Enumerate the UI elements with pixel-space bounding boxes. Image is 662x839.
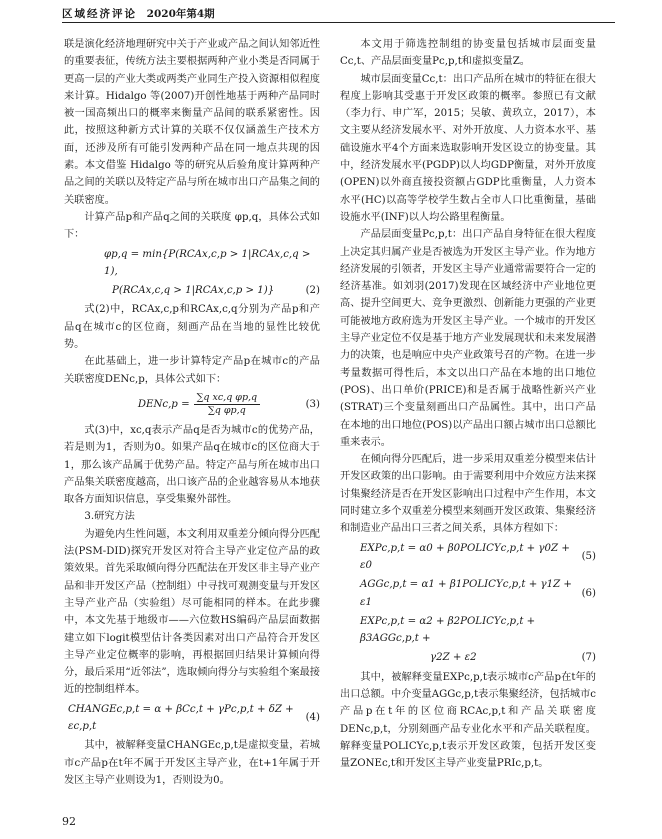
section-subheading: 3.研究方法 — [84, 511, 135, 523]
equation-text: AGGc,p,t = α1 + β1POLICYc,p,t + γ1Z + ε1 — [360, 579, 572, 608]
equation-text: φp,q = min{P(RCAx,c,p > 1|RCAx,c,q > 1), — [104, 248, 311, 277]
left-column — [64, 36, 320, 789]
paragraph: 为避免内生性问题，本文利用双重差分倾向得分匹配法(PSM-DID)探究开发区对符合主导产业定位产品的政策效果。首先采取倾向得分匹配法在开发区非主导产业产品和非开发区产品（控制组）中寻找可观测变量与开发区主导产业产品（实验组）尽可能相同的样本。在此步骤中，本文先基于地级市——六位数HS编码产品层面数据建立如下logit模型估计各类因素对出口产品符合开发区主导产业定位概率的影响，再根据回归结果计算倾向得分，最后采用“近邻法”，选取倾向得分与实验组个案最接近的控制组样本。 — [64, 528, 320, 696]
right-column — [340, 36, 596, 772]
equation-number: (7) — [581, 652, 596, 664]
equation-number: (3) — [305, 399, 320, 411]
equation-text: γ2Z + ε2 — [430, 652, 477, 664]
equation-text: P(RCAx,c,q > 1|RCAx,c,p > 1)} — [112, 285, 275, 297]
paragraph: 式(3)中，xc,q表示产品q是否为城市c的优势产品，若是则为1，否则为0。如果产品q在城市c的区位商大于1，那么该产品属于优势产品。特定产品与所在城市出口产品集关联密度越高，出口该产品的企业越容易从本地获取各方面知识信息，享受集聚外部性。 — [64, 424, 320, 506]
paragraph: 其中，被解释变量CHANGEc,p,t是虚拟变量，若城市c产品p在t年不属于开发区主导产业，在t+1年属于开发区主导产业则设为1，否则设为0。 — [64, 740, 320, 786]
equation-number: (6) — [581, 587, 596, 599]
equation-fraction — [194, 392, 261, 417]
issue-label: 2020年第4期 — [146, 8, 215, 20]
equation-2-line2 — [64, 282, 320, 299]
paragraph: 城市层面变量Cc,t：出口产品所在城市的特征在很大程度上影响其受惠于开发区政策的概率。参照已有文献（李力行、申广军，2015；吴敏、黄玖立，2017），本文主要从经济发展水平、对外开放度、人力资本水平、基础设施水平4个方面来选取影响开发区设立的协变量。其中，经济发展水平(PGDP)以人均GDP衡量，对外开放度(OPEN)以外商直接投资额占GDP比重衡量，人力资本水平(HC)以高等学校学生数占全市人口比重衡量，基础设施水平(INF)以人均公路里程衡量。 — [340, 73, 596, 223]
paragraph: 计算产品p和产品q之间的关联度 φp,q，具体公式如下： — [64, 211, 320, 241]
paragraph: 产品层面变量Pc,p,t：出口产品自身特征在很大程度上决定其归属产业是否被选为开发区主导产业。作为地方经济发展的引领者，开发区主导产业通常需要符合一定的经济基准。如刘羽(2017)发现在区域经济中产业地位更高、提升空间更大、竞争更激烈、创新能力更强的产业更可能被地方政府选为开发区主导产业。一个城市的开发区主导产业定位不仅是基于地方产业发展现状和未来发展潜力的决策，也是响应中央产业政策号召的产物。在进一步考量数据可得性后，本文以出口产品在本地的出口地位(POS)、出口单价(PRICE)和是否属于战略性新兴产业(STRAT)三个变量刻画出口产品属性。其中，出口产品在本地的出口地位(POS)以产品出口额占城市出口总额比重来表示。 — [340, 229, 596, 448]
fraction-numerator: ∑q xc,q φp,q — [194, 392, 261, 405]
running-header — [62, 6, 215, 21]
paragraph: 在此基础上，进一步计算特定产品p在城市c的产品关联密度DENc,p，具体公式如下： — [64, 356, 320, 385]
equation-text: EXPc,p,t = α2 + β2POLICYc,p,t + β3AGGc,p,t + — [360, 615, 536, 645]
paragraph: 在倾向得分匹配后，进一步采用双重差分模型来估计开发区政策的出口影响。由于需要利用中介效应方法来探讨集聚经济是否在开发区影响出口过程中产生作用，本文同时建立多个双重差分模型来刻画开发区政策、集聚经济和制造业产品出口三者之间关系，具体方程如下： — [340, 454, 596, 535]
paragraph: 其中，被解释变量EXPc,p,t表示城市c产品p在t年的出口总额。中介变量AGGc,p,t表示集聚经济，包括城市c产品p在t年的区位商RCAc,p,t和产品关联密度DENc,p,t，分别刻画产品专业化水平和产品关联程度。解释变量POLICYc,p,t表示开发区政策，包括开发区变量ZONEc,t和开发区主导产业变量PRIc,p,t。 — [340, 671, 596, 770]
equation-4 — [64, 701, 320, 736]
paragraph: 联是演化经济地理研究中关于产业或产品之间认知邻近性的重要表征，传统方法主要根据两种产业小类是否同属于更高一层的产业大类或两类产业同生产投入资源相似程度来计算。Hidalgo 等(2007)开创性地基于两种产品同时被一国高频出口的概率来衡量产品间的联系紧密性。因此，按照这种新方式计算的关联不仅仅涵盖生产技术方面，还涉及所有可能引发两种产品在同一地点共现的因素。本文借鉴 Hidalgo 等的研究从后验角度计算两种产品之间的关联以及特定产品与所在城市出口产品集之间的关联密度。 — [64, 39, 320, 206]
equation-text: EXPc,p,t = α0 + β0POLICYc,p,t + γ0Z + ε0 — [360, 542, 570, 571]
equation-number: (2) — [305, 285, 320, 297]
fraction-denominator: ∑q φp,q — [208, 405, 246, 417]
equation-7-line1 — [340, 613, 596, 648]
header-rule — [62, 22, 615, 23]
paragraph: 式(2)中，RCAx,c,p和RCAx,c,q分别为产品p和产品q在城市c的区位商，刻画产品在当地的显性比较优势。 — [64, 304, 320, 351]
equation-lhs: DENc,p = — [137, 399, 190, 411]
journal-name: 区域经济评论 — [62, 8, 137, 20]
equation-3 — [64, 390, 320, 420]
paragraph: 本文用于筛选控制组的协变量包括城市层面变量Cc,t、产品层面变量Pc,p,t和虚拟变量Z。 — [340, 39, 596, 68]
equation-number: (5) — [581, 551, 596, 563]
equation-number: (4) — [305, 712, 320, 724]
equation-5 — [340, 540, 596, 575]
page-number: 92 — [62, 815, 76, 828]
equation-2-line1 — [64, 246, 320, 281]
equation-text: CHANGEc,p,t = α + βCc,t + γPc,p,t + δZ + εc,p,t — [68, 703, 294, 732]
equation-6 — [340, 576, 596, 611]
equation-7-line2 — [340, 649, 596, 666]
